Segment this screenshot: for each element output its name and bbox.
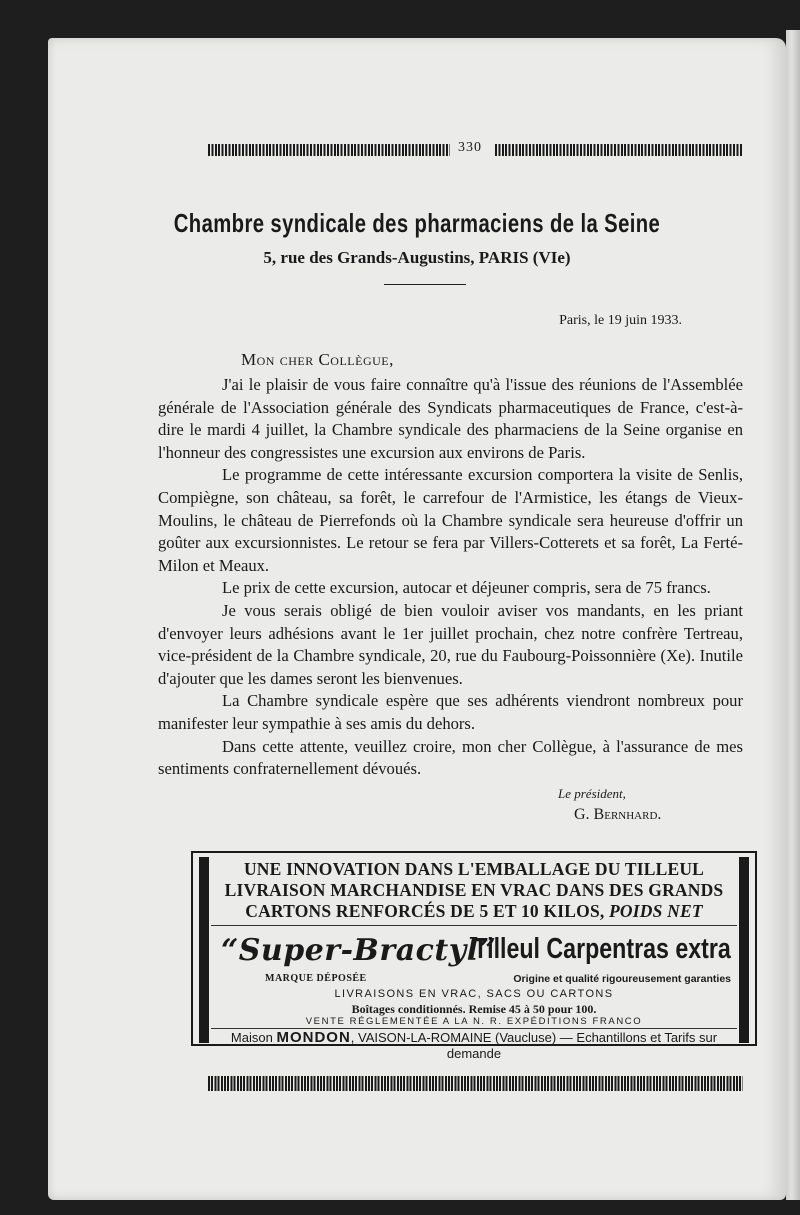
page-number: 330 (458, 140, 482, 155)
paragraph: J'ai le plaisir de vous faire connaître qu'à l'issue des réunions de l'Assemblée générale de l'Association générale des Syndicats pharmaceutiques de France, c'est-à-dire le mardi 4 juillet, la Chambre syndicale des pharmaciens de la Seine organise en l'honneur des congressistes une excursion aux environs de Paris. (158, 375, 743, 462)
header-rule-left (208, 144, 450, 156)
ad-headline (213, 859, 735, 922)
address: 5, rue des Grands-Augustins, PARIS (VIe) (263, 248, 571, 267)
salutation: Mon cher Collègue, (241, 350, 394, 369)
letter-body (158, 374, 743, 781)
ad-headline-italic: POIDS NET (609, 901, 703, 921)
product-name: Tilleul Carpentras extra (473, 933, 731, 965)
paragraph: Dans cette attente, veuillez croire, mon cher Collègue, à l'assurance de mes sentiments confraternellement dévoués. (158, 736, 743, 779)
footer-rule (208, 1076, 743, 1091)
paragraph: Le programme de cette intéressante excursion comportera la visite de Senlis, Compiègne, son château, sa forêt, le carrefour de l'Armistice, les étangs de Vieux-Moulins, le château de Pierrefonds où la Chambre syndicale sera heureuse d'offrir un goûter aux excursionnistes. Le retour se fera par Villers-Cotterets et sa forêt, La Ferté-Milon et Meaux. (158, 465, 743, 575)
advertisement-box (191, 851, 757, 1061)
signature-name: G. Bernhard. (574, 806, 662, 823)
delivery-note: LIVRAISONS EN VRAC, SACS OU CARTONS (334, 988, 614, 1000)
discount-note: Boîtages conditionnés. Remise 45 à 50 pour 100. (351, 1002, 597, 1016)
document-page (48, 38, 786, 1200)
paragraph: La Chambre syndicale espère que ses adhérents viendront nombreux pour manifester leur sympathie à ses amis du dehors. (158, 691, 743, 733)
paragraph: Je vous serais obligé de bien vouloir aviser vos mandants, en les priant d'envoyer leurs adhésions avant le 1er juillet prochain, chez notre confrère Tertreau, vice-président de la Chambre syndicale, 20, rue du Faubourg-Poissonnière (Xe). Inutile d'ajouter que les dames seront les bienvenues. (158, 600, 743, 688)
ad-headline-text: CARTONS RENFORCÉS DE 5 ET 10 KILOS, (245, 901, 610, 921)
page-edge (786, 30, 800, 1200)
brand-name: “Super-Bractyl” (221, 933, 497, 968)
ad-brand-row (213, 929, 735, 969)
origin-note: Origine et qualité rigoureusement garanties (513, 973, 731, 985)
signature-title: Le président, (558, 786, 626, 801)
header-rule-right (495, 144, 743, 156)
trademark-note: MARQUE DÉPOSÉE (265, 973, 367, 984)
page-header (208, 142, 743, 158)
letter-date: Paris, le 19 juin 1933. (559, 313, 682, 328)
merchant-line (213, 1029, 735, 1061)
ad-headline-line: UNE INNOVATION DANS L'EMBALLAGE DU TILLEUL (243, 859, 705, 879)
page-title: Chambre syndicale des pharmaciens de la Seine (173, 208, 661, 238)
paragraph: Le prix de cette excursion, autocar et déjeuner compris, sera de 75 francs. (222, 578, 711, 598)
ad-divider (211, 925, 737, 926)
sales-note: VENTE RÉGLEMENTÉE A LA N. R. EXPÉDITIONS FRANCO (305, 1016, 643, 1027)
merchant-details: , VAISON-LA-ROMAINE (Vaucluse) — Echantillons et Tarifs sur demande (350, 1030, 718, 1061)
ad-headline-line (213, 901, 735, 922)
merchant-prefix: Maison (230, 1030, 277, 1045)
ad-headline-line: LIVRAISON MARCHANDISE EN VRAC DANS DES GRANDS (224, 880, 724, 900)
title-divider (384, 284, 466, 285)
merchant-name: MONDON (276, 1029, 351, 1046)
